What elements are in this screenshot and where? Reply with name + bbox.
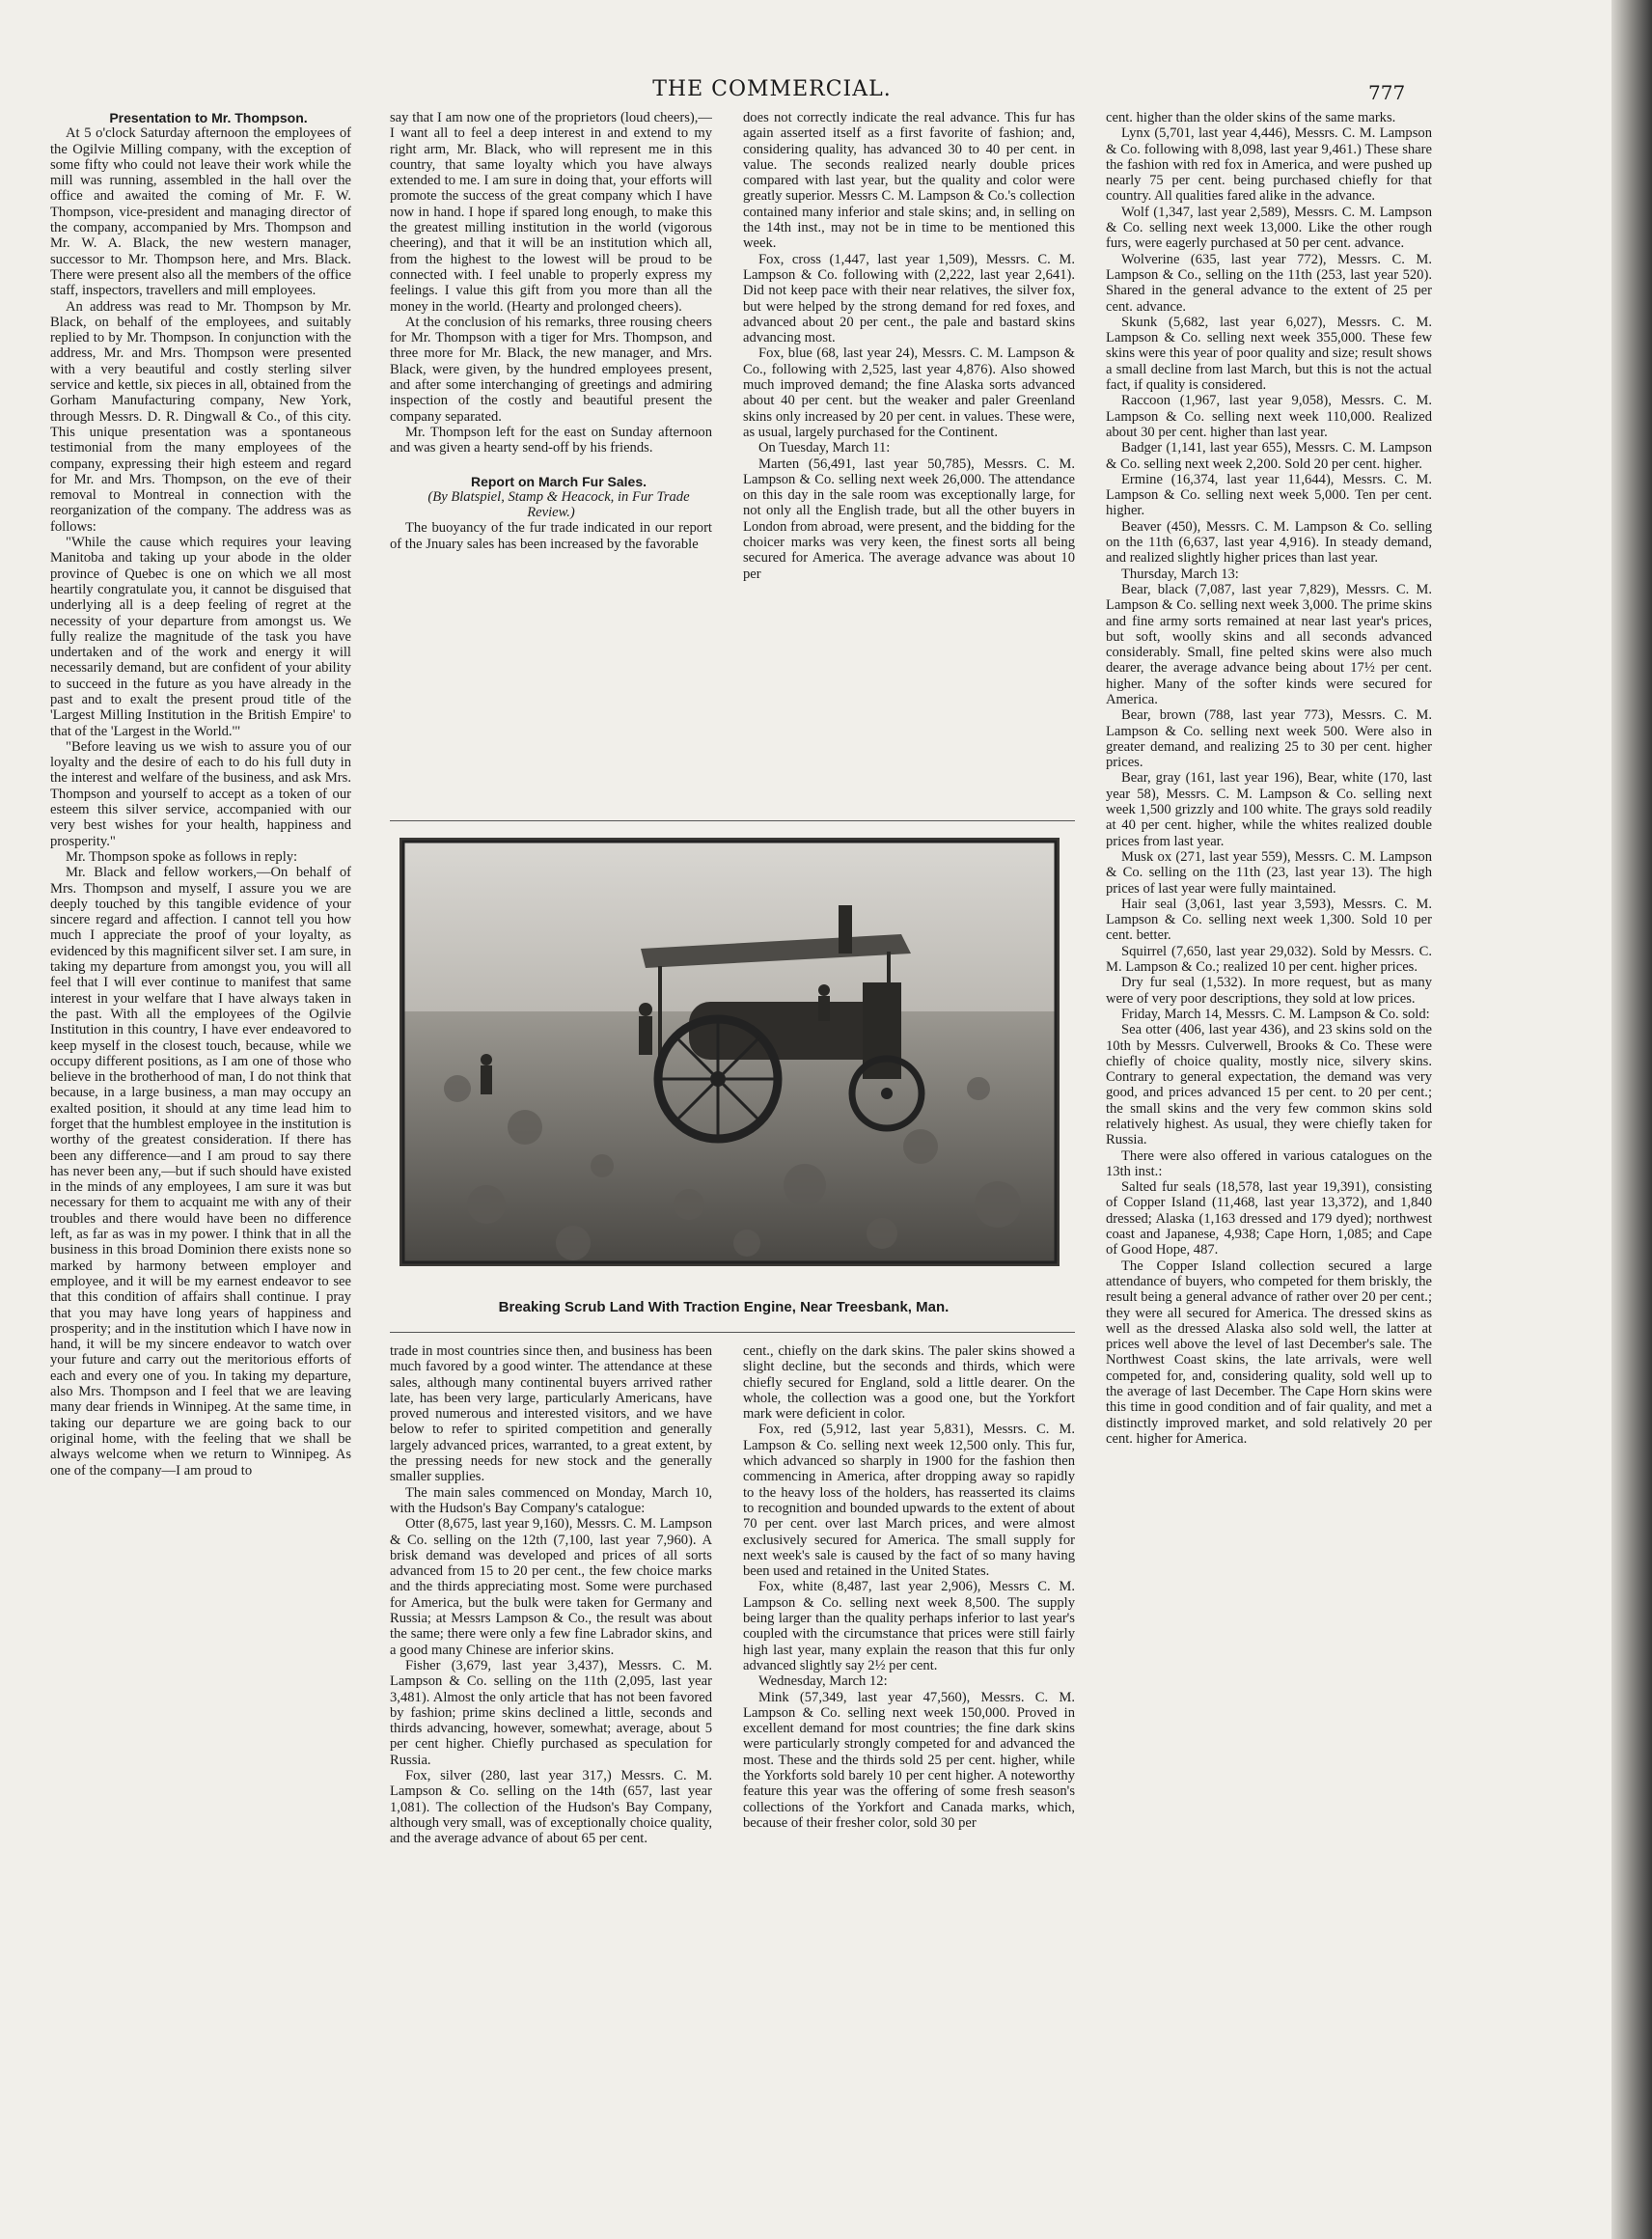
paragraph: Fox, cross (1,447, last year 1,509), Messrs. C. M. Lampson & Co. following with (2,222, last year 2,641). Did not keep pace with their near relatives, the silver fox, but were helped by the strong demand for red foxes, and advanced about 20 per cent., the pale and bastard skins advancing most. <box>743 251 1075 346</box>
paragraph: Lynx (5,701, last year 4,446), Messrs. C. M. Lampson & Co. following with 8,098, last year 9,461.) These share the fashion with red fox in America, and were pushed up nearly 75 per cent. being purchased chiefly for that country. All qualities fared alike in the advance. <box>1106 125 1432 205</box>
column-3-bottom <box>743 1343 1075 2183</box>
paragraph: Wolverine (635, last year 772), Messrs. C. M. Lampson & Co., selling on the 11th (253, last year 520). Shared in the general advance to the extent of 25 per cent. advance. <box>1106 251 1432 315</box>
page-number: 777 <box>1368 81 1406 104</box>
column-2-top <box>390 110 712 807</box>
paragraph: Beaver (450), Messrs. C. M. Lampson & Co. selling on the 11th (6,637, last year 4,916). In steady demand, and realized slightly higher prices than last year. <box>1106 518 1432 567</box>
paragraph: Ermine (16,374, last year 11,644), Messrs. C. M. Lampson & Co. selling next week 5,000. Ten per cent. higher. <box>1106 471 1432 519</box>
paragraph: Hair seal (3,061, last year 3,593), Messrs. C. M. Lampson & Co. selling next week 1,300. Sold 10 per cent. better. <box>1106 896 1432 944</box>
column-3-top <box>743 110 1075 820</box>
page-title: THE COMMERCIAL. <box>652 77 892 101</box>
paragraph: Mink (57,349, last year 47,560), Messrs. C. M. Lampson & Co. selling next week 150,000. Proved in excellent demand for most countries; the fine dark skins were particularly strongly competed for and advanced the most. These and the thirds sold 25 per cent. higher, while the Yorkforts sold barely 10 per cent higher. A noteworthy feature this year was the offering of some fresh season's collections of the Yorkfort and Canada marks, which, because of their fresher color, sold 30 per <box>743 1689 1075 1831</box>
paragraph: Mr. Thompson spoke as follows in reply: <box>66 848 298 865</box>
paragraph: Marten (56,491, last year 50,785), Messrs. C. M. Lampson & Co. selling next week 26,000. The attendance on this day in the sale room was exceptionally large, for not only all the English trade, but all the other buyers in London from abroad, were present, and the bidding for the choicer marks was very keen, the finest sorts all being secured for America. The average advance was about 10 per <box>743 456 1075 582</box>
paragraph: Otter (8,675, last year 9,160), Messrs. C. M. Lampson & Co. selling on the 12th (7,100, last year 7,960). A brisk demand was developed and prices of all sorts advanced from 15 to 20 per cent., the few choice marks and the thirds appreciating most. Some were purchased for America, but the bulk were taken for Germany and Russia; at Messrs Lampson & Co., the result was about the same; there were only a few fine Labrador skins, and a good many Chinese are inferior skins. <box>390 1516 712 1658</box>
paragraph: Friday, March 14, Messrs. C. M. Lampson & Co. sold: <box>1121 1006 1430 1022</box>
paragraph: Thursday, March 13: <box>1121 566 1239 582</box>
paragraph: Mr. Thompson left for the east on Sunday afternoon and was given a hearty send-off by his friends. <box>390 424 712 456</box>
paragraph: Fox, silver (280, last year 317,) Messrs. C. M. Lampson & Co. selling on the 14th (657, last year 1,081). The collection of the Hudson's Bay Company, although very small, was of exceptionally choice quality, and the average advance of about 65 per cent. <box>390 1768 712 1847</box>
paragraph: An address was read to Mr. Thompson by Mr. Black, on behalf of the employees, and suitably replied to by Mr. Thompson. In conjunction with the address, Mr. and Mrs. Thompson were presented with a very beautiful and costly sterling silver service and kettle, six pieces in all, obtained from the Gorham Manufacturing company, New York, through Messrs. D. R. Dingwall & Co., of this city. This unique presentation was a spontaneous testimonial from the many employees of the company, expressing their high esteem and regard for Mr. and Mrs. Thompson, on the eve of their removal to Montreal in connection with the reorganization of the company. The address was as follows: <box>50 298 351 535</box>
paragraph: Raccoon (1,967, last year 9,058), Messrs. C. M. Lampson & Co. selling next week 110,000. Realized about 30 per cent. higher than last year. <box>1106 393 1432 440</box>
paragraph: Squirrel (7,650, last year 29,032). Sold by Messrs. C. M. Lampson & Co.; realized 10 per cent. higher prices. <box>1106 943 1432 976</box>
traction-engine-photo <box>399 838 1060 1266</box>
column-2-bottom <box>390 1343 712 2183</box>
paragraph: Dry fur seal (1,532). In more request, but as many were of very poor descriptions, they sold at low prices. <box>1106 975 1432 1007</box>
paragraph: Skunk (5,682, last year 6,027), Messrs. C. M. Lampson & Co. selling next week 355,000. These few skins were this year of poor quality and size; result shows a small decline from last March, but this is not the actual fact, if quality is considered. <box>1106 314 1432 394</box>
paragraph: cent., chiefly on the dark skins. The paler skins showed a slight decline, but the seconds and thirds, which were chiefly secured for England, sold a little dearer. On the whole, the collection was a good one, but the Yorkfort mark were deficient in color. <box>743 1343 1075 1423</box>
column-4 <box>1106 110 1432 2195</box>
paragraph: Wednesday, March 12: <box>758 1673 888 1690</box>
paragraph: Bear, gray (161, last year 196), Bear, white (170, last year 58), Messrs. C. M. Lampson & Co. selling next week 1,500 grizzly and 100 white. The grays sold readily at 40 per cent. higher, while the whites realized double prices from last year. <box>1106 770 1432 849</box>
paragraph: Fisher (3,679, last year 3,437), Messrs. C. M. Lampson & Co. selling on the 11th (2,095, last year 3,481). Almost the only article that has not been favored by fashion; prime skins declined a little, seconds and thirds advancing, however, somewhat; average, about 5 per cent higher. Chiefly purchased as speculation for Russia. <box>390 1657 712 1768</box>
paragraph: On Tuesday, March 11: <box>758 440 891 456</box>
paragraph: Wolf (1,347, last year 2,589), Messrs. C. M. Lampson & Co. selling next week 13,000. Like the other rough furs, were eagerly purchased at 50 per cent. advance. <box>1106 204 1432 252</box>
paragraph: Fox, blue (68, last year 24), Messrs. C. M. Lampson & Co., following with 2,525, last year 4,876). Also showed much improved demand; the fine Alaska sorts advanced about 40 per cent. but the weaker and paler Greenland skins only increased by 20 per cent. in values. These were, as usual, largely purchased for the Continent. <box>743 346 1075 440</box>
binding-edge <box>1611 0 1652 2239</box>
paragraph: Musk ox (271, last year 559), Messrs. C. M. Lampson & Co. selling on the 11th (23, last year 13). The high prices of last year were fully maintained. <box>1106 848 1432 897</box>
photo-traction-engine <box>399 838 1060 1266</box>
paragraph: Bear, black (7,087, last year 7,829), Messrs. C. M. Lampson & Co. selling next week 3,000. The prime skins and fine army sorts remained at near last year's prices, but soft, woolly skins and all seconds advanced considerably. Small, fine pelted skins were also much dearer, the average advance being about 17½ per cent. higher. Many of the softer kinds were secured for America. <box>1106 581 1432 707</box>
byline: (By Blatspiel, Stamp & Heacock, in Fur Trade Review.) <box>427 488 690 521</box>
paragraph: The buoyancy of the fur trade indicated in our report of the Jnuary sales has been increased by the favorable <box>390 520 712 552</box>
paragraph: Salted fur seals (18,578, last year 19,391), consisting of Copper Island (11,468, last year 13,372), and 1,840 dressed; Alaska (1,163 dressed and 179 dyed); northwest coast and Japanese, 4,938; Cape Horn, 1,085; and Cape of Good Hope, 487. <box>1106 1179 1432 1258</box>
paragraph: The main sales commenced on Monday, March 10, with the Hudson's Bay Company's catalogue: <box>390 1484 712 1516</box>
paragraph: "While the cause which requires your leaving Manitoba and taking up your abode in the older province of Quebec is one on which we all most heartily congratulate you, it cannot be disguised that underlying all is a deep feeling of regret at the necessity of your departure from amongst us. We fully realize the magnitude of the task you have undertaken and of the work and energy it will necessarily demand, but are confident of your ability to succeed in the future as you have already in the past and to exalt the present proud title of the 'Largest Milling Institution in the British Empire' to that of the 'Largest in the World.'" <box>50 535 351 739</box>
paragraph: The Copper Island collection secured a large attendance of buyers, who competed for them briskly, the result being a general advance of rather over 20 per cent.; they were all secured for America. The dressed skins as well as the dressed Alaska also sold well, the latter at prices well above the level of last December's sale. The Northwest Coast skins, the late arrivals, were well competed for, and, considering quality, sold well up to the average of last December. The Cape Horn skins were this time in good condition and of fair quality, and met a distinctly improved market, and sold relatively 20 per cent. higher for America. <box>1106 1258 1432 1447</box>
article-heading-presentation: Presentation to Mr. Thompson. <box>109 110 308 125</box>
paragraph: At 5 o'clock Saturday afternoon the employees of the Ogilvie Milling company, with the exception of some fifty who could not leave their work while the mill was running, assembled in the hall over the office and awaited the coming of Mr. F. W. Thompson, vice-president and managing director of the company, accompanied by Mrs. Thompson and Mr. W. A. Black, the new western manager, successor to Mr. Thompson here, and Mrs. Black. There were present also all the members of the office staff, inspectors, travellers and mill employees. <box>50 125 351 299</box>
column-1 <box>50 110 351 2195</box>
paragraph: Mr. Black and fellow workers,—On behalf of Mrs. Thompson and myself, I assure you we are deeply touched by this tangible evidence of your sincere regard and affection. I cannot tell you how much I appreciate the proof of your loyalty, as evidenced by this magnificent silver set. I am sure, in taking my departure from amongst you, you will all feel that I will ever continue to manifest that same interest in your welfare that I have always taken in the past. With all the employees of the Ogilvie Institution in this country, I have ever endeavored to keep myself in the closest touch, because, while we occupy different positions, as I am one of those who believe in the brotherhood of man, I do not think that because, in a large business, a man may occupy an exalted position, it should at any time lead him to forget that the humblest employee in the institution is worthy of the greatest consideration. If there has been any difference—and I am proud to say there has never been any,—but if such should have existed in the minds of any employees, I am sure it was but necessary for them to acquaint me with any of their troubles and there would have been no difference left, as far as was in my power. I think that in all the business in this broad Dominion there exists none so marked by harmony between employer and employee, and it will be my earnest endeavor to see that this condition of affairs shall continue. I pray that you may have long years of happiness and prosperity; and in the institution which I have now in hand, it will be my sincere endeavor to watch over your future and carry out the meritorious efforts of each and every one of you. In taking my departure, also Mrs. Thompson and I feel that we are leaving many dear friends in Winnipeg. At the same time, in taking our departure we are going back to our original home, with the feeling that we shall be always welcome when we return to Winnipeg. As one of the company—I am proud to <box>50 865 351 1479</box>
divider <box>390 820 1075 821</box>
paragraph: Bear, brown (788, last year 773), Messrs. C. M. Lampson & Co. selling next week 500. Were also in greater demand, and realizing 25 to 30 per cent. higher prices. <box>1106 707 1432 771</box>
article-heading-fur-sales: Report on March Fur Sales. <box>470 473 647 489</box>
paragraph: Fox, red (5,912, last year 5,831), Messrs. C. M. Lampson & Co. selling next week 12,500 only. This fur, which advanced so sharply in 1900 for the fashion then commencing in America, after dropping away so rapidly to the heavy loss of the holders, has reasserted its claims to recognition and bounded upwards to the extent of about 70 per cent. over last March prices, and were almost exclusively secured for America. The small supply for next week's sale is caused by the fact of so many having been used and retained in the United States. <box>743 1422 1075 1580</box>
paragraph: trade in most countries since then, and business has been much favored by a good winter. The attendance at these sales, although many continental buyers arrived rather late, has been very large, particularly Americans, have proved numerous and interested visitors, and we have below to refer to spirited competition and generally largely advanced prices, warranted, to a great extent, by the pressing needs for new stock and the generally smaller supplies. <box>390 1343 712 1485</box>
photo-caption: Breaking Scrub Land With Traction Engine, Near Treesbank, Man. <box>498 1299 950 1315</box>
paragraph: say that I am now one of the proprietors (loud cheers),—I want all to feel a deep interest in and extend to my right arm, Mr. Black, who will represent me in this country, that same loyalty which you have always extended to me. I am sure in doing that, your efforts will promote the success of the great company which I have now in hand. I hope if spared long enough, to make this the greatest milling institution in the world (vigorous cheering), and that it will be an institution which all, from the highest to the lowest will be proud to be connected with. I feel unable to properly express my feelings. I value this gift from you more than all the money in the world. (Hearty and prolonged cheers). <box>390 110 712 315</box>
paragraph: does not correctly indicate the real advance. This fur has again asserted itself as a first favorite of fashion; and, considering quality, has advanced 30 to 40 per cent. in value. The seconds realized nearly double prices compared with last year, but the quality and color were greatly superior. Messrs C. M. Lampson & Co.'s collection contained many inferior and stale skins; and, in selling on the 14th inst., may not be in time to be mentioned this week. <box>743 110 1075 252</box>
paragraph: At the conclusion of his remarks, three rousing cheers for Mr. Thompson with a tiger for Mrs. Thompson, and three more for Mr. Black, the new manager, and Mrs. Black, were given, by the hundred employees present, and after some interchanging of greetings and admiring inspection of the costly and beautiful present the company separated. <box>390 314 712 425</box>
paragraph: cent. higher than the older skins of the same marks. <box>1106 110 1396 125</box>
paragraph: Fox, white (8,487, last year 2,906), Messrs C. M. Lampson & Co. selling next week 8,500. The supply being larger than the quality perhaps inferior to last year's coupled with the circumstance that prices were still fairly high last year, many explain the reason that this fur only advanced slightly say 2½ per cent. <box>743 1579 1075 1673</box>
paragraph: There were also offered in various catalogues on the 13th inst.: <box>1106 1147 1432 1179</box>
paragraph: Badger (1,141, last year 655), Messrs. C. M. Lampson & Co. selling next week 2,200. Sold 20 per cent. higher. <box>1106 440 1432 472</box>
paragraph: Sea otter (406, last year 436), and 23 skins sold on the 10th by Messrs. Culverwell, Brooks & Co. These were chiefly of choice quality, mostly nice, silvery skins. Contrary to general expectation, the demand was very good, and prices advanced 15 per cent. to 20 per cent.; the small skins and the very few common skins sold relatively highest. As usual, they were chiefly taken for Russia. <box>1106 1022 1432 1148</box>
paragraph: "Before leaving us we wish to assure you of our loyalty and the desire of each to do his full duty in the interest and welfare of the business, and ask Mrs. Thompson and yourself to accept as a token of our esteem this silver service, accompanied with our very best wishes for your health, happiness and prosperity." <box>50 738 351 849</box>
divider <box>390 1332 1075 1333</box>
